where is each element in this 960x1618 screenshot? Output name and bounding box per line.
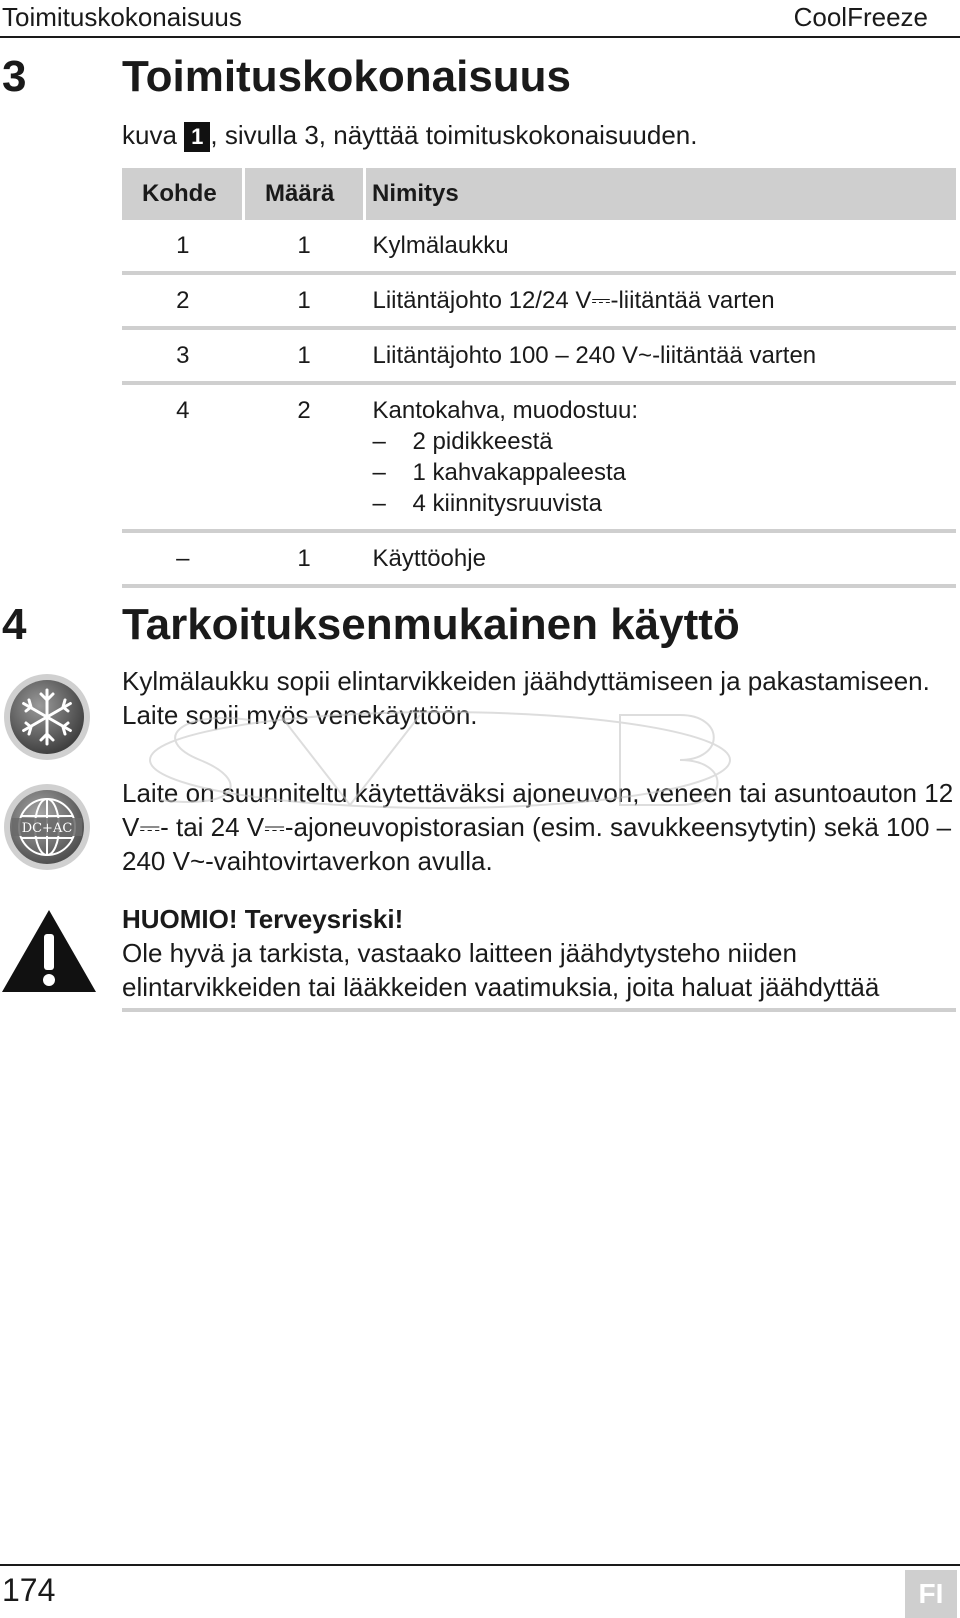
table-header-row xyxy=(122,168,956,220)
dc-ac-globe-icon xyxy=(2,782,92,872)
figure-ref-badge: 1 xyxy=(184,122,210,152)
sub-item: – 2 pidikkeestä xyxy=(372,428,553,455)
row-name: Kantokahva, muodostuu: xyxy=(372,397,639,424)
section-3-number: 3 xyxy=(2,52,27,101)
section-3-title: Toimituskokonaisuus xyxy=(122,52,572,101)
sub-item: – 1 kahvakappaleesta xyxy=(372,459,626,486)
section-4-paragraph-2: Laite on suunniteltu käytettäväksi ajoneuvon, veneen tai asuntoauton 12 V⎓- tai 24 V⎓-ajoneuvopistorasian (esim. savukkeensytytin) sekä 100 – 240 V~-vaihtovirtaverkon avulla. xyxy=(122,778,954,876)
table-row: 3 1 Liitäntäjohto 100 – 240 V~-liitäntää varten xyxy=(122,328,956,383)
section-4-title: Tarkoituksenmukainen käyttö xyxy=(122,600,740,649)
header-section-name: Toimituskokonaisuus xyxy=(2,2,242,32)
warning-triangle-icon xyxy=(0,906,98,994)
table-row: 2 1 Liitäntäjohto 12/24 V⎓-liitäntää varten xyxy=(122,273,956,328)
sub-item: – 4 kiinnitysruuvista xyxy=(372,490,602,517)
section-3-intro: kuva 1 , sivulla 3, näyttää toimituskokonaisuuden. xyxy=(122,120,697,152)
section-4-number: 4 xyxy=(2,600,27,649)
col-header-item: Kohde xyxy=(122,168,244,220)
col-header-name: Nimitys xyxy=(365,168,957,220)
col-header-qty: Määrä xyxy=(244,168,365,220)
table-row: 1 1 Kylmälaukku xyxy=(122,220,956,273)
snowflake-icon xyxy=(2,672,92,762)
footer-divider xyxy=(0,1564,960,1566)
warning-divider xyxy=(122,1008,956,1012)
warning-block xyxy=(122,902,960,1004)
table-row: – 1 Käyttöohje xyxy=(122,531,956,586)
table-row: 4 2 Kantokahva, muodostuu: – 2 pidikkeestä – 1 kahvakappaleesta – 4 kiinnitysruuvista xyxy=(122,383,956,531)
page-header xyxy=(0,0,960,38)
delivery-table xyxy=(122,168,956,588)
language-badge: FI xyxy=(905,1570,957,1618)
header-product-name: CoolFreeze xyxy=(793,2,928,32)
warning-text: Ole hyvä ja tarkista, vastaako laitteen jäähdytysteho niiden elintarvikkeiden tai lääkkeiden vaatimuksia, joita haluat jäähdyttää xyxy=(122,938,880,1002)
page-number: 174 xyxy=(2,1572,56,1608)
warning-title: HUOMIO! Terveysriski! xyxy=(122,904,404,934)
svg-text:DC+AC: DC+AC xyxy=(21,821,73,836)
section-4-paragraph-1: Kylmälaukku sopii elintarvikkeiden jäähdyttämiseen ja pakastamiseen. Laite sopii myös venekäyttöön. xyxy=(122,666,930,730)
